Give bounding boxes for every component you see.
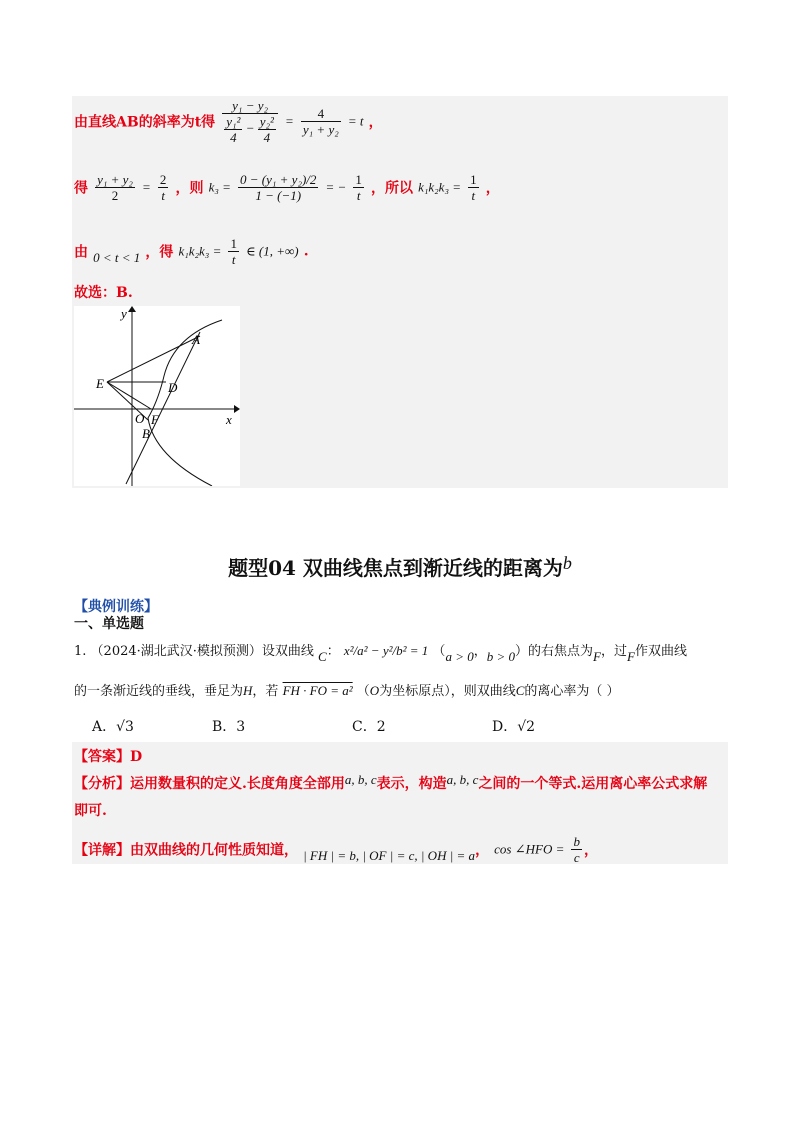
label-O: O bbox=[135, 411, 145, 426]
example-tag: 【典例训练】 bbox=[74, 599, 158, 615]
one-over-t-2 bbox=[468, 172, 479, 203]
question-tail-1: 作双曲线 bbox=[634, 644, 687, 659]
k-product-2: k₁k₂k₃ = bbox=[178, 243, 222, 259]
two-over-t-den: t bbox=[161, 188, 165, 203]
simplified-fraction bbox=[301, 106, 341, 137]
solution-line-2 bbox=[74, 172, 500, 203]
detail-tag: 【详解】 bbox=[74, 842, 130, 859]
den-b-four: 4 bbox=[263, 130, 271, 145]
line1-end: ， bbox=[368, 114, 383, 131]
option-A[interactable]: A．√3 bbox=[92, 719, 134, 735]
line2-suoyi: ，所以 bbox=[371, 180, 413, 197]
one-over-t-3-num: 1 bbox=[230, 236, 237, 251]
analysis-line-2: 即可. bbox=[74, 803, 107, 819]
label-B: B bbox=[142, 426, 150, 441]
option-B[interactable]: B．3 bbox=[212, 719, 246, 735]
line3-end: . bbox=[303, 243, 309, 260]
section-heading bbox=[0, 552, 800, 581]
interval: ∈ (1, +∞) bbox=[246, 243, 299, 259]
cond-a: a > 0 bbox=[445, 649, 474, 664]
eq-sign-1: = bbox=[285, 113, 294, 129]
analysis-tag: 【分析】 bbox=[74, 776, 130, 792]
solution-line-3 bbox=[74, 236, 309, 267]
line2-end: ， bbox=[485, 180, 500, 197]
one-over-t-1-den: t bbox=[356, 188, 361, 203]
den-a-four: 4 bbox=[230, 130, 237, 145]
two-over-t-num: 2 bbox=[159, 172, 167, 187]
label-F: F bbox=[151, 412, 159, 427]
origin-O: O bbox=[369, 683, 380, 698]
question-source: （2024·湖北武汉·模拟预测）设双曲线 bbox=[90, 644, 314, 659]
analysis-a: 运用数量积的定义.长度角度全部用 bbox=[130, 776, 345, 792]
cond-open: （ bbox=[432, 644, 446, 659]
detail-line bbox=[74, 834, 598, 865]
detail-a: 由双曲线的几何性质知道， bbox=[130, 842, 298, 859]
question-line2-b: ，若 bbox=[252, 684, 279, 699]
analysis-line-1 bbox=[74, 772, 707, 793]
den-b: y₂² bbox=[259, 114, 274, 129]
cond-sep: ， bbox=[473, 644, 487, 659]
one-over-t-3-den: t bbox=[231, 252, 236, 267]
cond-b: b > 0 bbox=[486, 649, 516, 664]
analysis-c: 之间的一个等式.运用离心率公式求解 bbox=[478, 776, 708, 792]
y-axis-arrow bbox=[128, 306, 136, 312]
simplified-den: y₁ + y₂ bbox=[302, 122, 339, 137]
option-D[interactable]: D．√2 bbox=[492, 719, 536, 735]
curve-name-2: C bbox=[515, 683, 525, 698]
detail-lengths: | FH | = b, | OF | = c, | OH | = a bbox=[303, 848, 476, 863]
solution-answer: 故选：B. bbox=[74, 285, 133, 301]
question-line2-d: 为坐标原点），则双曲线 bbox=[379, 684, 516, 699]
question-line-2 bbox=[74, 680, 620, 699]
midpoint-fraction bbox=[95, 172, 135, 203]
label-E: E bbox=[96, 376, 104, 391]
midpoint-num: y₁ + y₂ bbox=[97, 172, 133, 187]
option-C[interactable]: C．2 bbox=[352, 719, 386, 735]
cos-fraction bbox=[571, 834, 582, 865]
slope-denominator: $\frac{\text{y₁²}}{4}$ − $\frac{\text{y₂²}}{4}$ bbox=[226, 114, 274, 145]
hyperbola-figure bbox=[74, 306, 240, 486]
dot-product-expression: FH · FO = a² bbox=[282, 683, 353, 698]
question-colon: ： bbox=[326, 644, 340, 659]
label-y: y bbox=[121, 306, 127, 321]
focus-2: F bbox=[627, 649, 635, 664]
one-over-t-3 bbox=[228, 236, 239, 267]
den-a-block bbox=[224, 114, 242, 145]
one-over-t-2-den: t bbox=[471, 188, 476, 203]
question-line2-a: 的一条渐近线的垂线，垂足为 bbox=[74, 684, 244, 699]
analysis-vars-2: a, b, c bbox=[446, 772, 479, 787]
k3-den: 1 − (−1) bbox=[255, 188, 302, 203]
subheading: 一、单选题 bbox=[74, 616, 144, 632]
label-A: A bbox=[192, 332, 200, 347]
k3-fraction bbox=[238, 172, 318, 203]
midpoint-den: 2 bbox=[111, 188, 119, 203]
x-axis-arrow bbox=[234, 405, 240, 413]
solution-line-1 bbox=[74, 98, 383, 145]
line-EA bbox=[107, 336, 200, 382]
detail-sep: ， bbox=[475, 842, 490, 859]
curve-name: C bbox=[318, 649, 327, 664]
question-line2-c: （ bbox=[356, 684, 370, 699]
detail-end: ， bbox=[583, 842, 598, 859]
analysis-vars-1: a, b, c bbox=[344, 772, 377, 787]
k3-label: k₃ = bbox=[208, 179, 231, 195]
line2-ze: ，则 bbox=[175, 180, 204, 197]
slope-fraction bbox=[222, 98, 278, 145]
one-over-t-1-num: 1 bbox=[355, 172, 362, 187]
eq-sign-2: = bbox=[142, 179, 151, 195]
question-mid: ，过 bbox=[600, 644, 627, 659]
one-over-t-2-num: 1 bbox=[470, 172, 477, 187]
label-x: x bbox=[226, 412, 232, 427]
cond-close: ）的右焦点为 bbox=[515, 644, 594, 659]
line2-de: 得 bbox=[74, 180, 88, 197]
answer-tag: 【答案】D bbox=[74, 749, 143, 765]
section-heading-text: 题型04 双曲线焦点到渐近线的距离为 bbox=[228, 556, 563, 580]
hyperbola-equation: x²/a² − y²/b² = 1 bbox=[343, 643, 429, 658]
line3-you: 由 bbox=[74, 244, 88, 261]
den-b-block bbox=[258, 114, 276, 145]
foot-H: H bbox=[243, 683, 253, 698]
two-over-t bbox=[158, 172, 169, 203]
cos-den: c bbox=[573, 850, 580, 865]
question-line-1 bbox=[74, 640, 687, 665]
question-line2-e: 的离心率为（ ） bbox=[524, 684, 620, 699]
label-D: D bbox=[168, 380, 178, 395]
t-range: 0 < t < 1 bbox=[93, 250, 141, 265]
den-a: y₁² bbox=[226, 114, 241, 129]
k3-num: 0 − (y₁ + y₂)/2 bbox=[240, 172, 317, 187]
section-heading-var: b bbox=[562, 553, 572, 573]
one-over-t-1 bbox=[353, 172, 364, 203]
line-EF bbox=[107, 382, 151, 409]
question-number: 1. bbox=[74, 644, 87, 659]
eq-sign-3: = − bbox=[325, 179, 347, 195]
analysis-b: 表示，构造 bbox=[376, 776, 447, 792]
figure-panel bbox=[74, 306, 240, 486]
detail-cos: cos ∠HFO = bbox=[494, 841, 565, 857]
line3-de: ，得 bbox=[145, 244, 174, 261]
equals-t: = t bbox=[347, 113, 364, 129]
hyperbola-curve bbox=[148, 320, 222, 486]
solution-line1-prefix: 由直线AB的斜率为t得 bbox=[74, 114, 216, 131]
cos-num: b bbox=[573, 834, 580, 849]
slope-numerator: y₁ − y₂ bbox=[222, 98, 278, 114]
k-product: k₁k₂k₃ = bbox=[418, 179, 461, 195]
simplified-num: 4 bbox=[301, 106, 341, 122]
focus-1: F bbox=[593, 649, 601, 664]
